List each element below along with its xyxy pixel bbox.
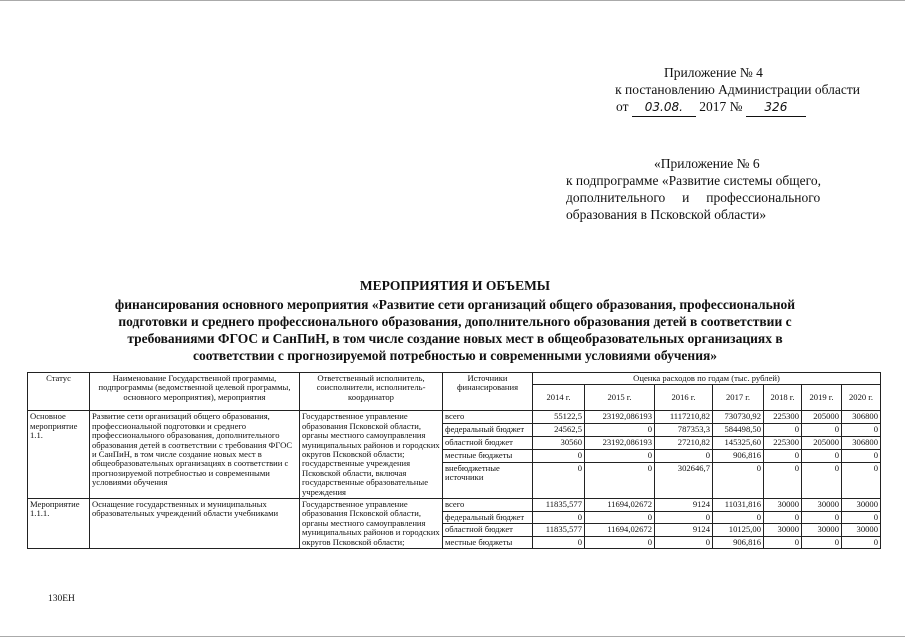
row-value: 0 <box>842 424 881 437</box>
row-value: 225300 <box>764 411 802 424</box>
year-number-label: 2017 № <box>699 99 743 114</box>
header-year: 2018 г. <box>764 385 802 411</box>
row-value: 0 <box>764 536 802 549</box>
row-value: 0 <box>764 463 802 499</box>
document-title <box>40 277 870 364</box>
footer-code: 130ЕН <box>48 594 75 604</box>
row-value: 145325,60 <box>713 437 764 450</box>
row-value: 0 <box>764 450 802 463</box>
row-value: 0 <box>655 536 713 549</box>
row-source: областной бюджет <box>443 524 533 537</box>
header-year: 2015 г. <box>585 385 655 411</box>
row-value: 55122,5 <box>533 411 585 424</box>
row-value: 9124 <box>655 499 713 512</box>
header-name: Наименование Государственной программы, подпрограммы (ведомственной целевой программы, основного мероприятия), мероприятия <box>90 373 300 411</box>
row-value: 205000 <box>802 411 842 424</box>
appendix-6-line-4: образования в Псковской области» <box>566 207 767 222</box>
row-value: 30000 <box>764 524 802 537</box>
row-value: 30000 <box>802 524 842 537</box>
row-value: 0 <box>585 536 655 549</box>
title-line-4: требованиями ФГОС и СанПиН, в том числе создание новых мест в общеобразовательных организациях в <box>127 331 783 346</box>
row-value: 0 <box>802 450 842 463</box>
row-value: 730730,92 <box>713 411 764 424</box>
header-year: 2019 г. <box>802 385 842 411</box>
table-row <box>28 411 881 424</box>
row-value: 11835,577 <box>533 499 585 512</box>
title-line-2: финансирования основного мероприятия «Развитие сети организаций общего образования, профессиональной <box>114 297 796 312</box>
row-value: 0 <box>533 536 585 549</box>
appendix-6-header <box>566 155 860 223</box>
row-value: 0 <box>842 463 881 499</box>
appendix-6-line-2: к подпрограмме «Развитие системы общего, <box>566 173 821 188</box>
title-line-5: соответствии с прогнозируемой потребностью и современными условиями обучения» <box>192 348 718 363</box>
row-value: 306800 <box>842 411 881 424</box>
row-value: 0 <box>713 511 764 524</box>
row-value: 0 <box>842 450 881 463</box>
appendix-4-date-line <box>560 98 860 117</box>
row-value: 24562,5 <box>533 424 585 437</box>
row-value: 787353,3 <box>655 424 713 437</box>
row-value: 0 <box>533 463 585 499</box>
row-value: 11694,02672 <box>585 524 655 537</box>
header-year: 2016 г. <box>655 385 713 411</box>
row-value: 906,816 <box>713 450 764 463</box>
row-value: 30000 <box>802 499 842 512</box>
appendix-6-title: «Приложение № 6 <box>654 156 760 171</box>
header-year: 2017 г. <box>713 385 764 411</box>
row-executor: Государственное управление образования Псковской области, органы местного самоуправления муниципальных районов и городских округов Псковской области; <box>300 499 443 549</box>
appendix-4-header <box>560 64 860 117</box>
row-value: 0 <box>585 450 655 463</box>
row-value: 30000 <box>842 524 881 537</box>
row-value: 0 <box>655 450 713 463</box>
row-value: 0 <box>802 463 842 499</box>
row-name: Оснащение государственных и муниципальных образовательных учреждений области учебниками <box>90 499 300 549</box>
row-value: 30000 <box>764 499 802 512</box>
page-bottom-edge <box>0 636 905 637</box>
row-value: 225300 <box>764 437 802 450</box>
row-source: внебюджетные источники <box>443 463 533 499</box>
title-line-3: подготовки и среднего профессионального образования, дополнительного образования детей в соответствии с <box>118 314 792 329</box>
row-value: 0 <box>533 450 585 463</box>
row-value: 0 <box>802 511 842 524</box>
row-value: 10125,00 <box>713 524 764 537</box>
row-source: местные бюджеты <box>443 536 533 549</box>
row-value: 23192,086193 <box>585 437 655 450</box>
header-sources: Источники финансирования <box>443 373 533 411</box>
row-value: 302646,7 <box>655 463 713 499</box>
appendix-4-title: Приложение № 4 <box>664 65 763 80</box>
financing-table <box>27 372 881 549</box>
header-executor: Ответственный исполнитель, соисполнители, исполнитель-координатор <box>300 373 443 411</box>
row-value: 27210,82 <box>655 437 713 450</box>
appendix-4-decree-line: к постановлению Администрации области <box>615 82 860 97</box>
row-value: 11031,816 <box>713 499 764 512</box>
row-source: федеральный бюджет <box>443 424 533 437</box>
handwritten-number: 326 <box>746 99 806 117</box>
row-value: 23192,086193 <box>585 411 655 424</box>
handwritten-date: 03.08. <box>632 99 696 117</box>
table-header-row <box>28 373 881 385</box>
header-year: 2014 г. <box>533 385 585 411</box>
row-source: федеральный бюджет <box>443 511 533 524</box>
row-value: 0 <box>533 511 585 524</box>
header-estimate: Оценка расходов по годам (тыс. рублей) <box>533 373 881 385</box>
row-value: 0 <box>842 536 881 549</box>
row-value: 0 <box>802 536 842 549</box>
row-source: областной бюджет <box>443 437 533 450</box>
row-value: 1117210,82 <box>655 411 713 424</box>
appendix-6-line-3: дополнительного и профессионального <box>566 190 821 205</box>
row-source: всего <box>443 411 533 424</box>
row-value: 0 <box>802 424 842 437</box>
row-value: 306800 <box>842 437 881 450</box>
row-value: 30560 <box>533 437 585 450</box>
row-value: 906,816 <box>713 536 764 549</box>
row-status: Основное мероприятие 1.1. <box>28 411 90 499</box>
row-value: 11835,577 <box>533 524 585 537</box>
row-value: 0 <box>585 424 655 437</box>
row-executor: Государственное управление образования Псковской области, органы местного самоуправления муниципальных районов и городских округов Псковской области; государственные учреждения Псковской области, включая государственные образовательные учреждения <box>300 411 443 499</box>
row-value: 0 <box>655 511 713 524</box>
row-value: 0 <box>585 511 655 524</box>
row-value: 11694,02672 <box>585 499 655 512</box>
row-value: 9124 <box>655 524 713 537</box>
row-status: Мероприятие 1.1.1. <box>28 499 90 549</box>
title-line-1: МЕРОПРИЯТИЯ И ОБЪЕМЫ <box>359 278 551 293</box>
row-value: 0 <box>764 511 802 524</box>
row-value: 205000 <box>802 437 842 450</box>
row-value: 0 <box>713 463 764 499</box>
table-row <box>28 499 881 512</box>
header-status: Статус <box>28 373 90 411</box>
row-value: 584498,50 <box>713 424 764 437</box>
row-value: 0 <box>585 463 655 499</box>
page-top-edge <box>0 0 905 1</box>
header-year: 2020 г. <box>842 385 881 411</box>
row-value: 30000 <box>842 499 881 512</box>
row-source: местные бюджеты <box>443 450 533 463</box>
row-value: 0 <box>764 424 802 437</box>
row-name: Развитие сети организаций общего образования, профессиональной подготовки и среднего профессионального образования, дополнительного образования детей в соответствии с требования ФГОС и СанПиН, в том числе создание новых мест в общеобразовательных организациях в соответствии с прогнозируемой потребностью и современными условиями обучения <box>90 411 300 499</box>
from-label: от <box>616 99 629 114</box>
row-source: всего <box>443 499 533 512</box>
row-value: 0 <box>842 511 881 524</box>
